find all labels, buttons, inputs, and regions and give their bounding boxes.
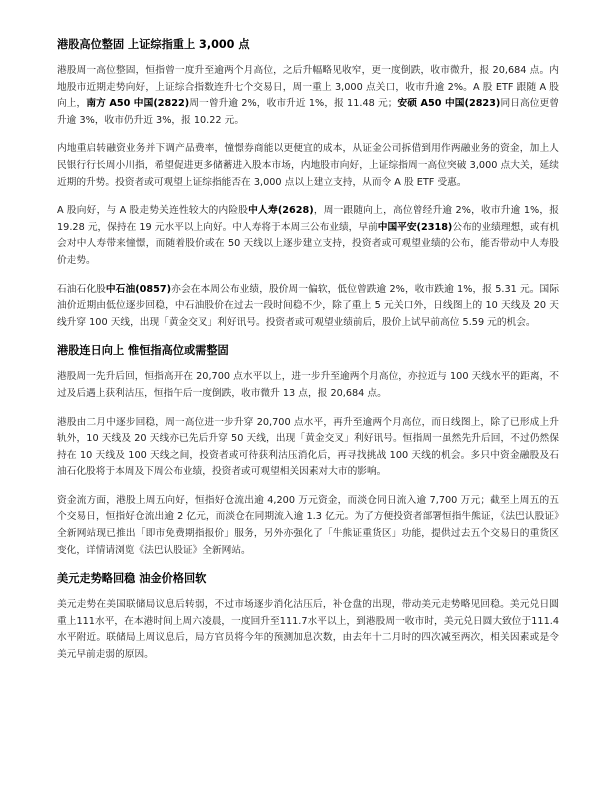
stock-name: 中国平安(2318) bbox=[377, 221, 453, 233]
stock-name: 中人寿(2628) bbox=[248, 205, 314, 217]
paragraph-text: A 股向好，与 A 股走势关连性较大的内险股 bbox=[57, 205, 249, 217]
paragraph bbox=[57, 597, 559, 663]
paragraph bbox=[57, 493, 559, 559]
section-2 bbox=[57, 343, 559, 559]
paragraph-text: 港股由二月中逐步回稳，周一高位进一步升穿 20,700 点水平，再升至逾两个月高位，而日线图上，除了已形成上升轨外，10 天线及 20 天线亦已先后升穿 50 天线，出现「黄金交叉」利好讯号。恒指周一虽然先升后回，不过仍然保持在 10 天线及 100 天线之间，投资者或可待获利沽压消化后，再寻找挑战 100 天线的机会。多只中资金融股及石油石化股将于本周及下周公布业绩，投资者或可观望相关因素对大市的影响。 bbox=[57, 416, 559, 478]
section-3 bbox=[57, 571, 559, 663]
paragraph-text: 内地重启转融资业务并下调产品费率，憧憬券商能以更便宜的成本，从证金公司拆借到用作两融业务的资金，加上人民银行行长周小川指，希望促进更多储蓄进入股本市场，内地股市向好，上证综指周一高位突破 3,000 点大关，延续近期的升势。投资者或可观望上证综指能否在 3,000 点以上建立支持，从而令 A 股 ETF 受惠。 bbox=[57, 143, 559, 188]
paragraph bbox=[57, 415, 559, 481]
paragraph-text: 美元走势在美国联储局议息后转弱，不过市场逐步消化沽压后，补仓盘的出现，带动美元走势略见回稳。美元兑日圆重上111水平，在本港时间上周六凌晨，一度回升至111.7水平以上，到港股周一收市时，美元兑日圆大致位于111.4水平附近。联储局上周议息后，局方官员将今年的预测加息次数，由去年十二月时的四次减至两次，相关因素或是令美元早前走弱的原因。 bbox=[57, 599, 559, 661]
paragraph bbox=[57, 63, 559, 129]
paragraph-text: 港股周一先升后回，恒指高开在 20,700 点水平以上，进一步升至逾两个月高位，亦拉近与 100 天线水平的距离，不过及后遇上获利沽压，恒指午后一度倒跌，收市微升 13 点，报 20,684 点。 bbox=[57, 371, 559, 399]
paragraph bbox=[57, 141, 559, 191]
stock-name: 安硕 A50 中国(2823) bbox=[397, 98, 501, 110]
paragraph-text: 资金流方面，港股上周五向好，恒指好仓流出逾 4,200 万元资金，而淡仓同日流入逾 7,700 万元；截至上周五的五个交易日，恒指好仓流出逾 2 亿元，而淡仓在同期流入逾 1.3 亿元。为了方便投资者部署恒指牛熊证，《法巴认股证》全新网站现已推出「即市免费期指报价」服务，另外亦强化了「牛熊证重货区」功能，提供过去五个交易日的重货区变化，详情请浏览《法巴认股证》全新网站。 bbox=[57, 494, 559, 556]
stock-name: 南方 A50 中国(2822) bbox=[86, 98, 190, 110]
section-1 bbox=[57, 37, 559, 331]
paragraph bbox=[57, 203, 559, 269]
paragraph-text: ，周一跟随向上，高位曾经升逾 2%，收市升逾 1%，报 19.28 元，保持在 19 元水平以上向好。中人寿将于本周三公布业绩，早前 bbox=[57, 205, 559, 233]
document-page bbox=[57, 37, 559, 676]
paragraph-text: 周一曾升逾 2%，收市升近 1%，报 11.48 元； bbox=[189, 98, 398, 110]
paragraph-text: 亦会在本周公布业绩，股价周一偏软，低位曾跌逾 2%，收市跌逾 1%，报 5.31 元。国际油价近期由低位逐步回稳，中石油股价在过去一段时间稳不少，除了重上 5 元关口外，日线图上的 10 天线及 20 天线升穿 100 天线，出现「黄金交叉」利好讯号。投资者或可观望业绩前后，股价上试早前高位 5.59 元的机会。 bbox=[57, 283, 560, 328]
section-heading: 港股高位整固 上证综指重上 3,000 点 bbox=[57, 38, 250, 51]
paragraph-text: 同日高位更曾升逾 3%，收市仍升近 3%，报 10.22 元。 bbox=[57, 98, 560, 126]
paragraph-text: 石油石化股 bbox=[57, 283, 106, 295]
section-heading: 港股连日向上 惟恒指高位或需整固 bbox=[57, 344, 229, 358]
article-body bbox=[57, 37, 559, 664]
paragraph-text: 港股周一高位整固，恒指曾一度升至逾两个月高位，之后升幅略见收窄，更一度倒跌，收市微升，报 20,684 点。内地股市近期走势向好，上证综合指数连升七个交易日，周一重上 3,000 点关口，收市升逾 2%。A 股 ETF 跟随 A 股向上， bbox=[57, 65, 559, 110]
stock-name: 中石油(0857) bbox=[105, 283, 172, 295]
section-heading: 美元走势略回稳 油金价格回软 bbox=[57, 572, 207, 586]
paragraph bbox=[57, 282, 559, 332]
paragraph-text: 公布的业绩理想，或有机会对中人寿带来憧憬，而随着股价或在 50 天线以上逐步建立支持，投资者或可观望业绩的公布，能否带动中人寿股价走势。 bbox=[57, 221, 560, 266]
paragraph bbox=[57, 369, 559, 402]
